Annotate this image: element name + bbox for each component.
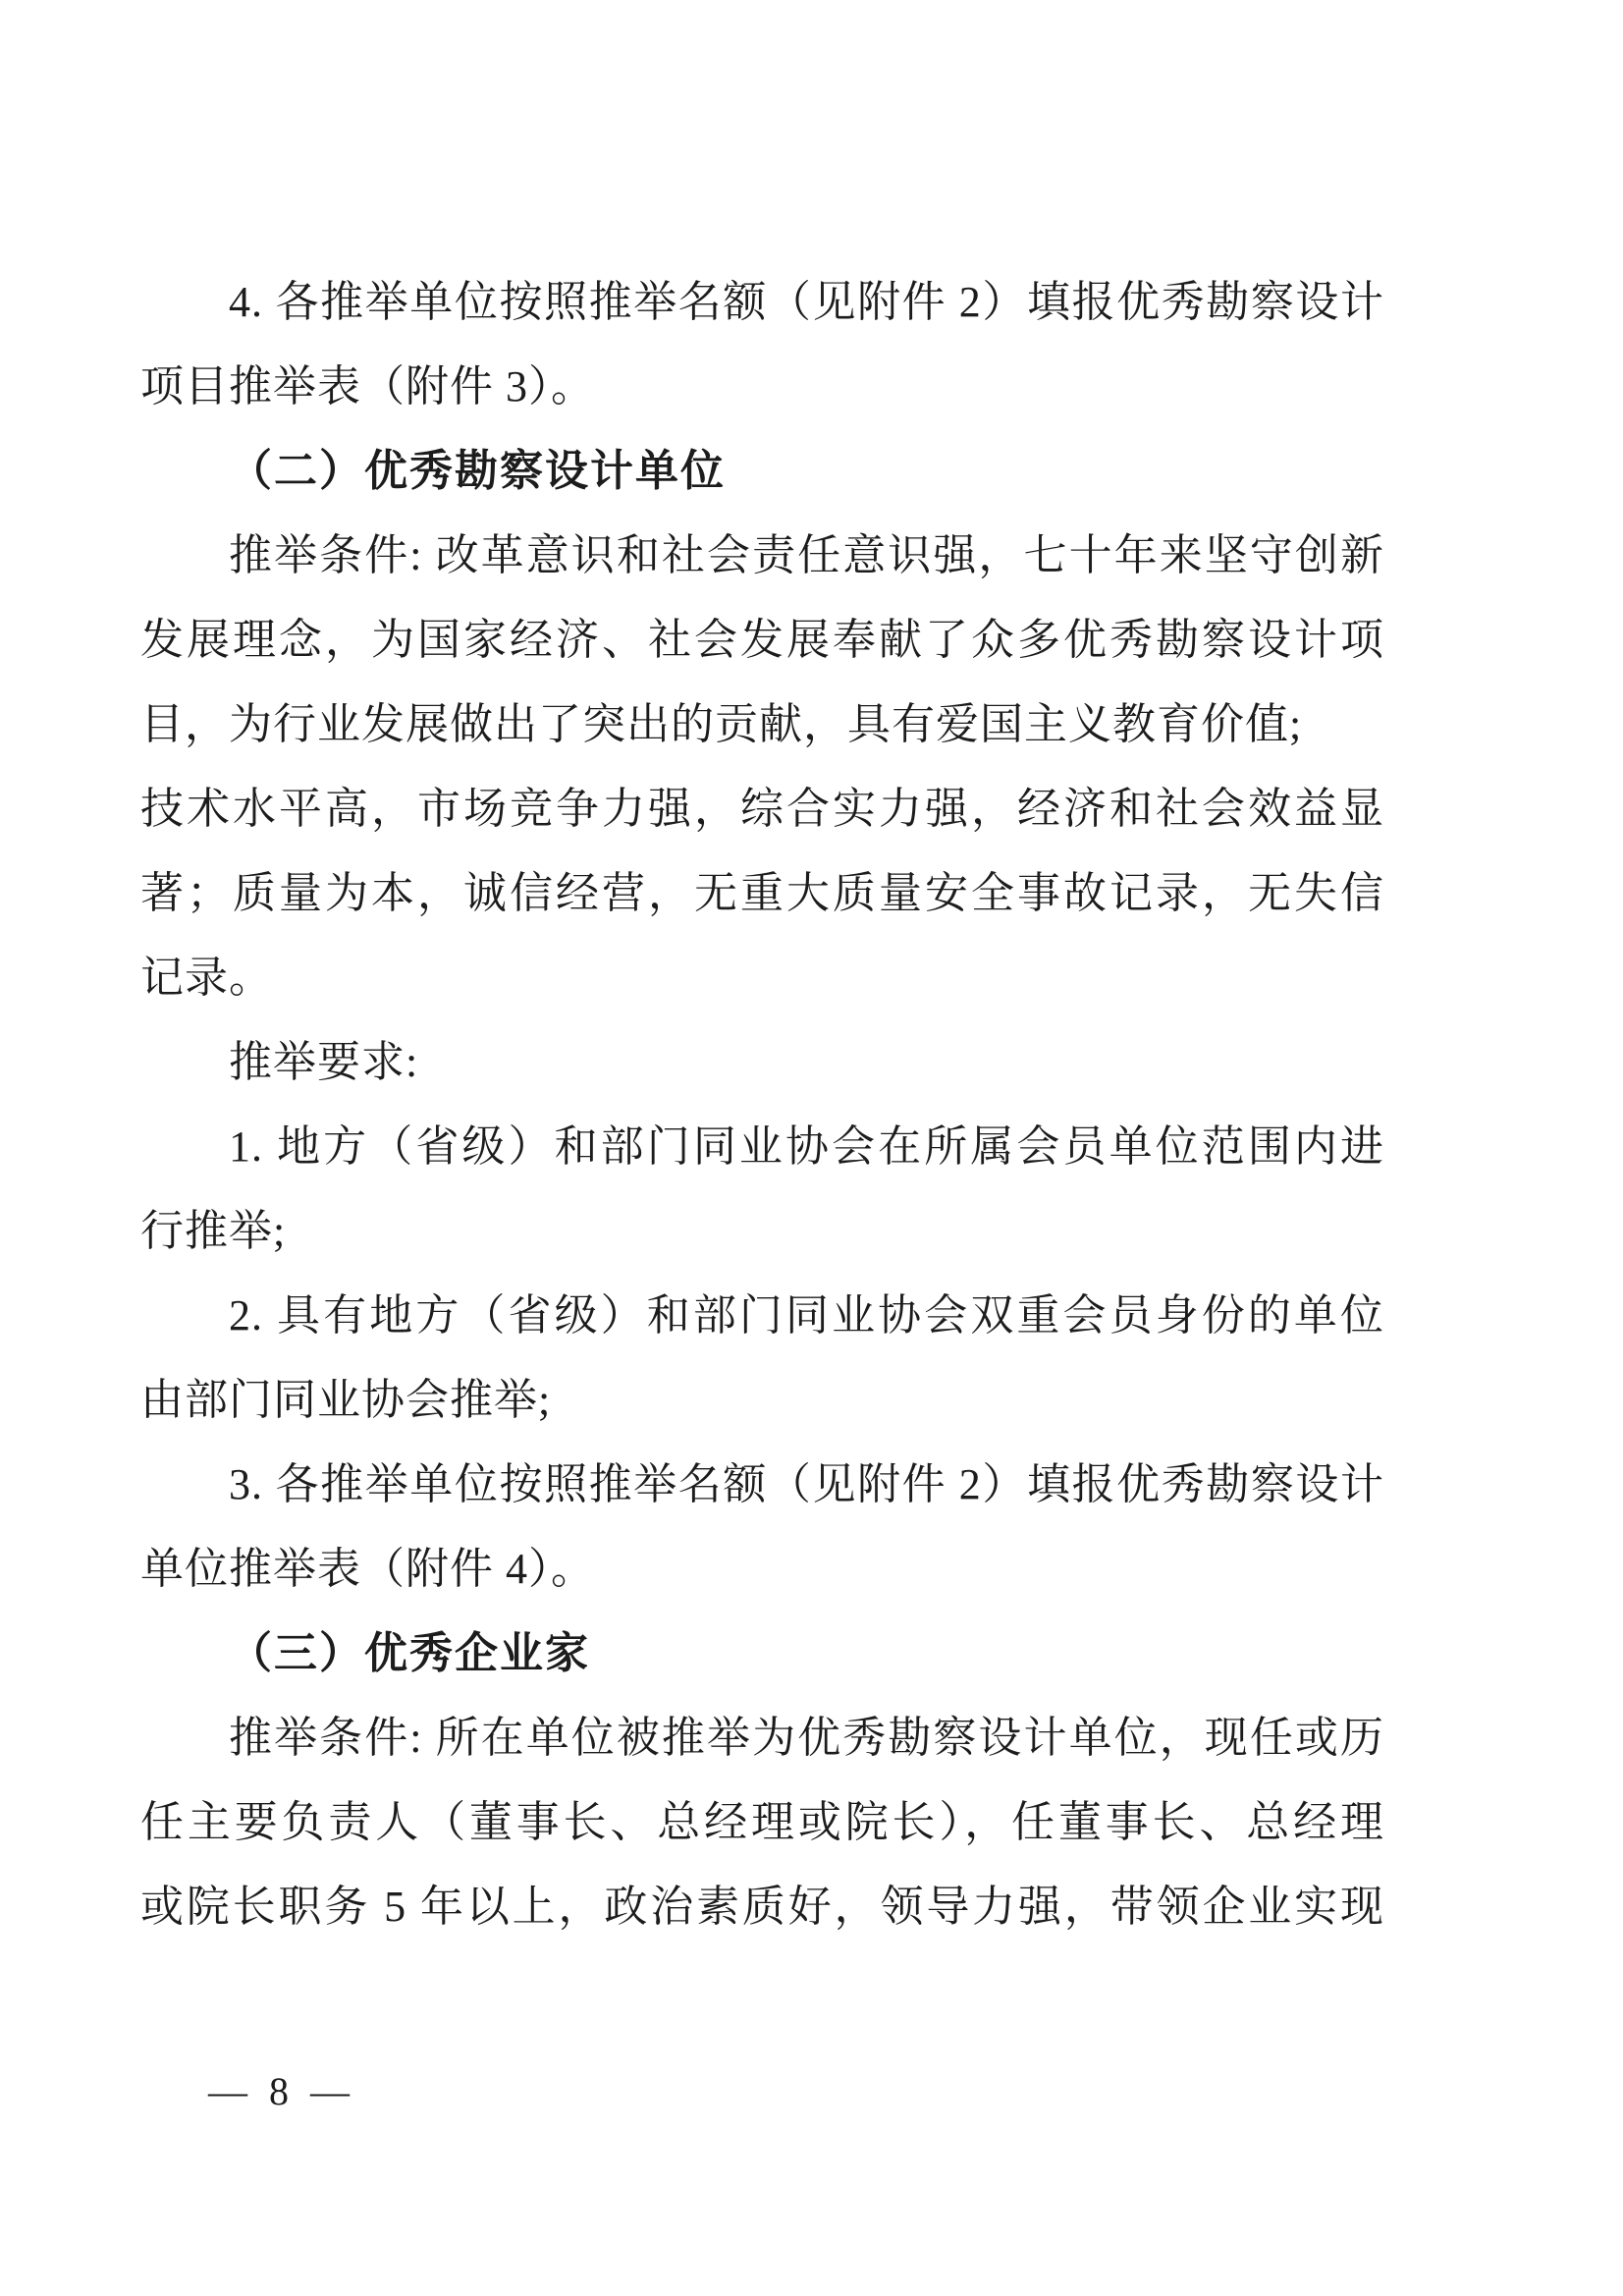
body-line: 3. 各推举单位按照推举名额（见附件 2）填报优秀勘察设计 bbox=[229, 1460, 1384, 1508]
body-line: 由部门同业协会推举; bbox=[140, 1376, 552, 1424]
body-line: 2. 具有地方（省级）和部门同业协会双重会员身份的单位 bbox=[229, 1291, 1384, 1339]
body-line: 或院长职务 5 年以上，政治素质好，领导力强，带领企业实现 bbox=[140, 1883, 1384, 1931]
body-line: 发展理念，为国家经济、社会发展奉献了众多优秀勘察设计项 bbox=[140, 616, 1384, 664]
page-number: — 8 — bbox=[208, 2069, 355, 2113]
body-line: 单位推举表（附件 4）。 bbox=[140, 1545, 595, 1593]
body-line: 推举条件: 所在单位被推举为优秀勘察设计单位，现任或历 bbox=[229, 1714, 1384, 1762]
body-line: 4. 各推举单位按照推举名额（见附件 2）填报优秀勘察设计 bbox=[229, 278, 1384, 326]
body-line: 1. 地方（省级）和部门同业协会在所属会员单位范围内进 bbox=[229, 1122, 1384, 1171]
section-heading: （三）优秀企业家 bbox=[229, 1629, 590, 1677]
body-line: 记录。 bbox=[140, 954, 273, 1002]
body-line: 著；质量为本，诚信经营，无重大质量安全事故记录，无失信 bbox=[140, 869, 1384, 917]
document-body bbox=[140, 260, 1384, 1949]
body-line: 项目推举表（附件 3）。 bbox=[140, 362, 595, 410]
section-heading: （二）优秀勘察设计单位 bbox=[229, 447, 726, 495]
body-line: 推举要求: bbox=[229, 1038, 419, 1086]
body-line: 技术水平高，市场竞争力强，综合实力强，经济和社会效益显 bbox=[140, 785, 1384, 833]
body-line: 推举条件: 改革意识和社会责任意识强，七十年来坚守创新 bbox=[229, 531, 1384, 579]
body-line: 目，为行业发展做出了突出的贡献，具有爱国主义教育价值; bbox=[140, 700, 1303, 748]
body-line: 任主要负责人（董事长、总经理或院长），任董事长、总经理 bbox=[140, 1798, 1384, 1846]
body-line: 行推举; bbox=[140, 1207, 287, 1255]
